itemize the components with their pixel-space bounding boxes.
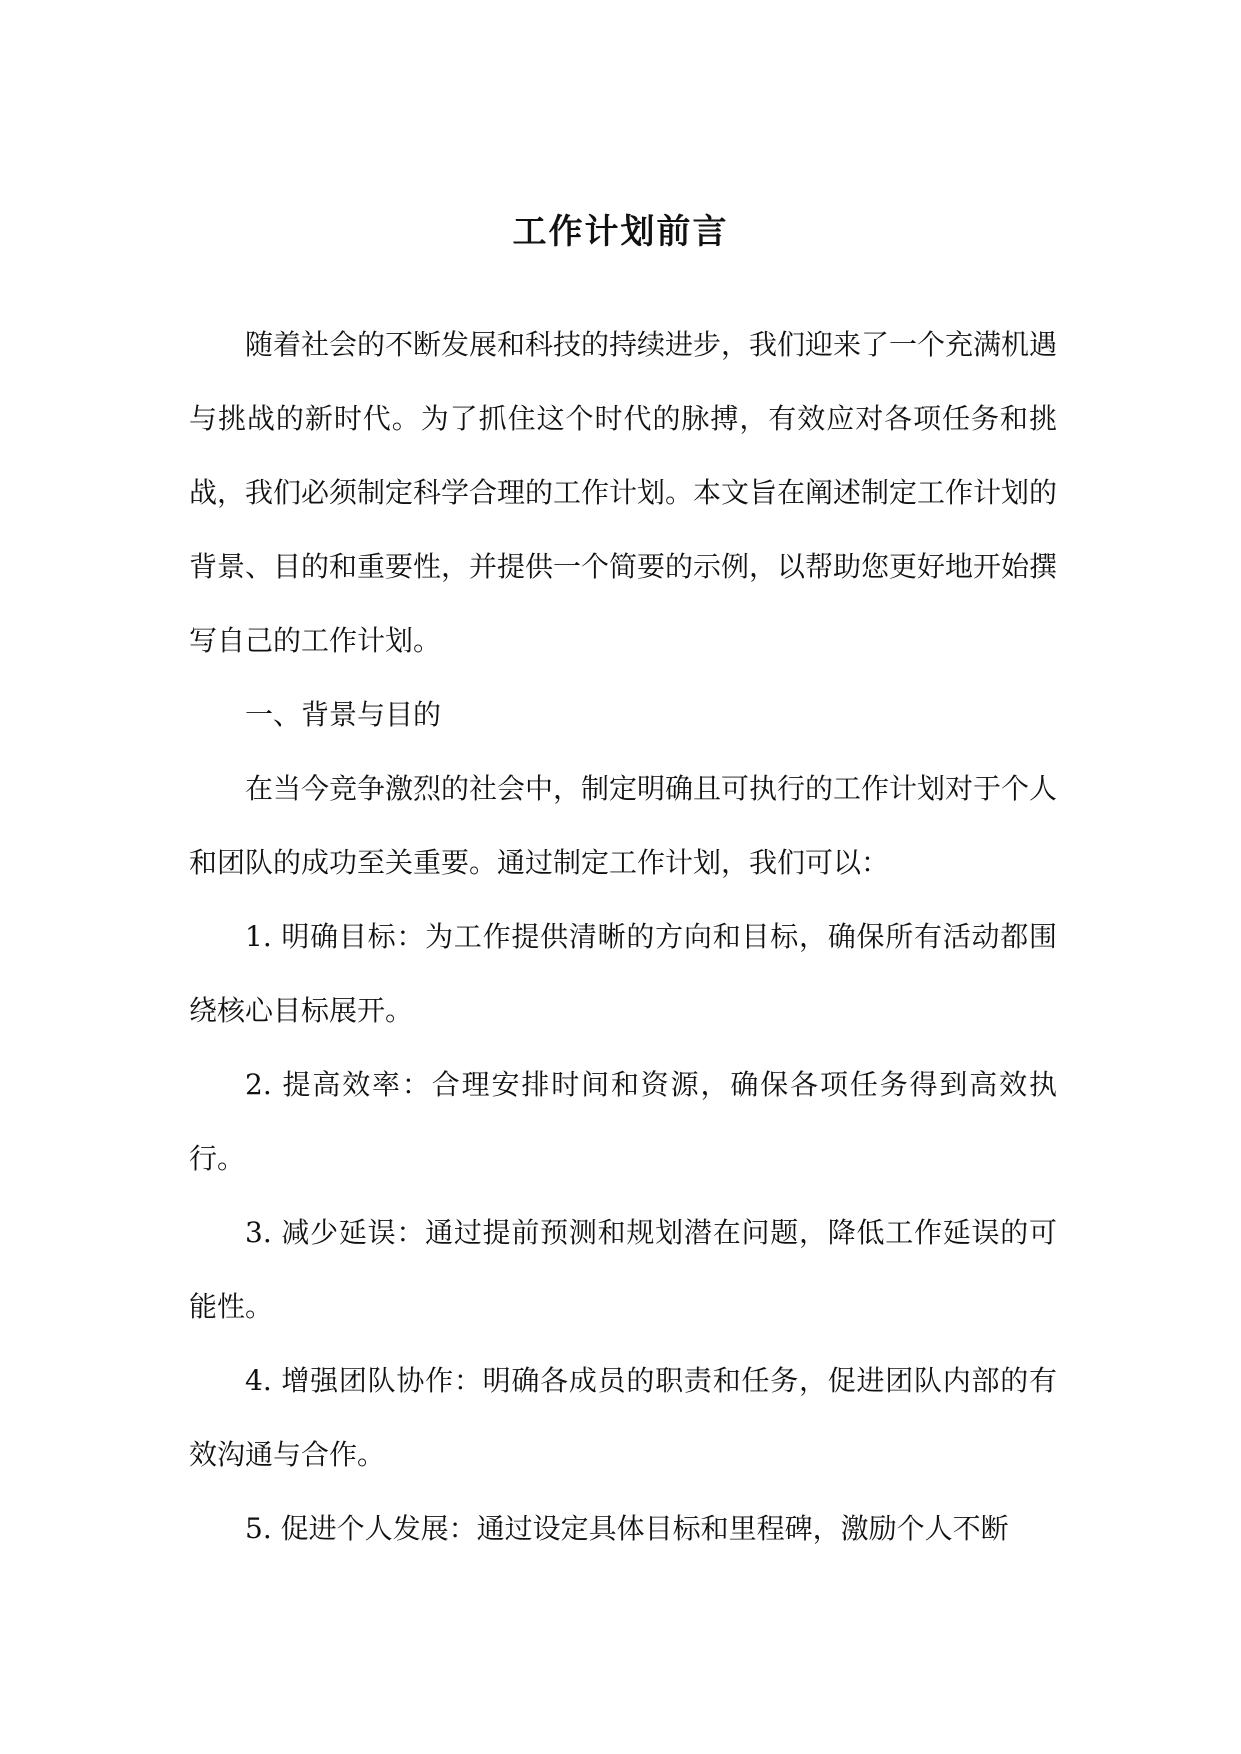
document-body bbox=[189, 308, 1057, 1566]
document-title: 工作计划前言 bbox=[512, 211, 729, 252]
intro-paragraph: 随着社会的不断发展和科技的持续进步，我们迎来了一个充满机遇与挑战的新时代。为了抓住这个时代的脉搏，有效应对各项任务和挑战，我们必须制定科学合理的工作计划。本文旨在阐述制定工作计划的背景、目的和重要性，并提供一个简要的示例，以帮助您更好地开始撰写自己的工作计划。 bbox=[189, 328, 1058, 657]
section-heading-background: 一、背景与目的 bbox=[245, 698, 442, 731]
body-paragraph: 在当今竞争激烈的社会中，制定明确且可执行的工作计划对于个人和团队的成功至关重要。通过制定工作计划，我们可以： bbox=[189, 772, 1058, 879]
list-item-2: 2. 提高效率：合理安排时间和资源，确保各项任务得到高效执行。 bbox=[189, 1068, 1057, 1175]
list-item-1: 1. 明确目标：为工作提供清晰的方向和目标，确保所有活动都围绕核心目标展开。 bbox=[189, 920, 1057, 1027]
list-item-5: 5. 促进个人发展：通过设定具体目标和里程碑，激励个人不断 bbox=[245, 1512, 1009, 1545]
list-item-4: 4. 增强团队协作：明确各成员的职责和任务，促进团队内部的有效沟通与合作。 bbox=[189, 1364, 1057, 1471]
list-item-3: 3. 减少延误：通过提前预测和规划潜在问题，降低工作延误的可能性。 bbox=[189, 1216, 1057, 1323]
